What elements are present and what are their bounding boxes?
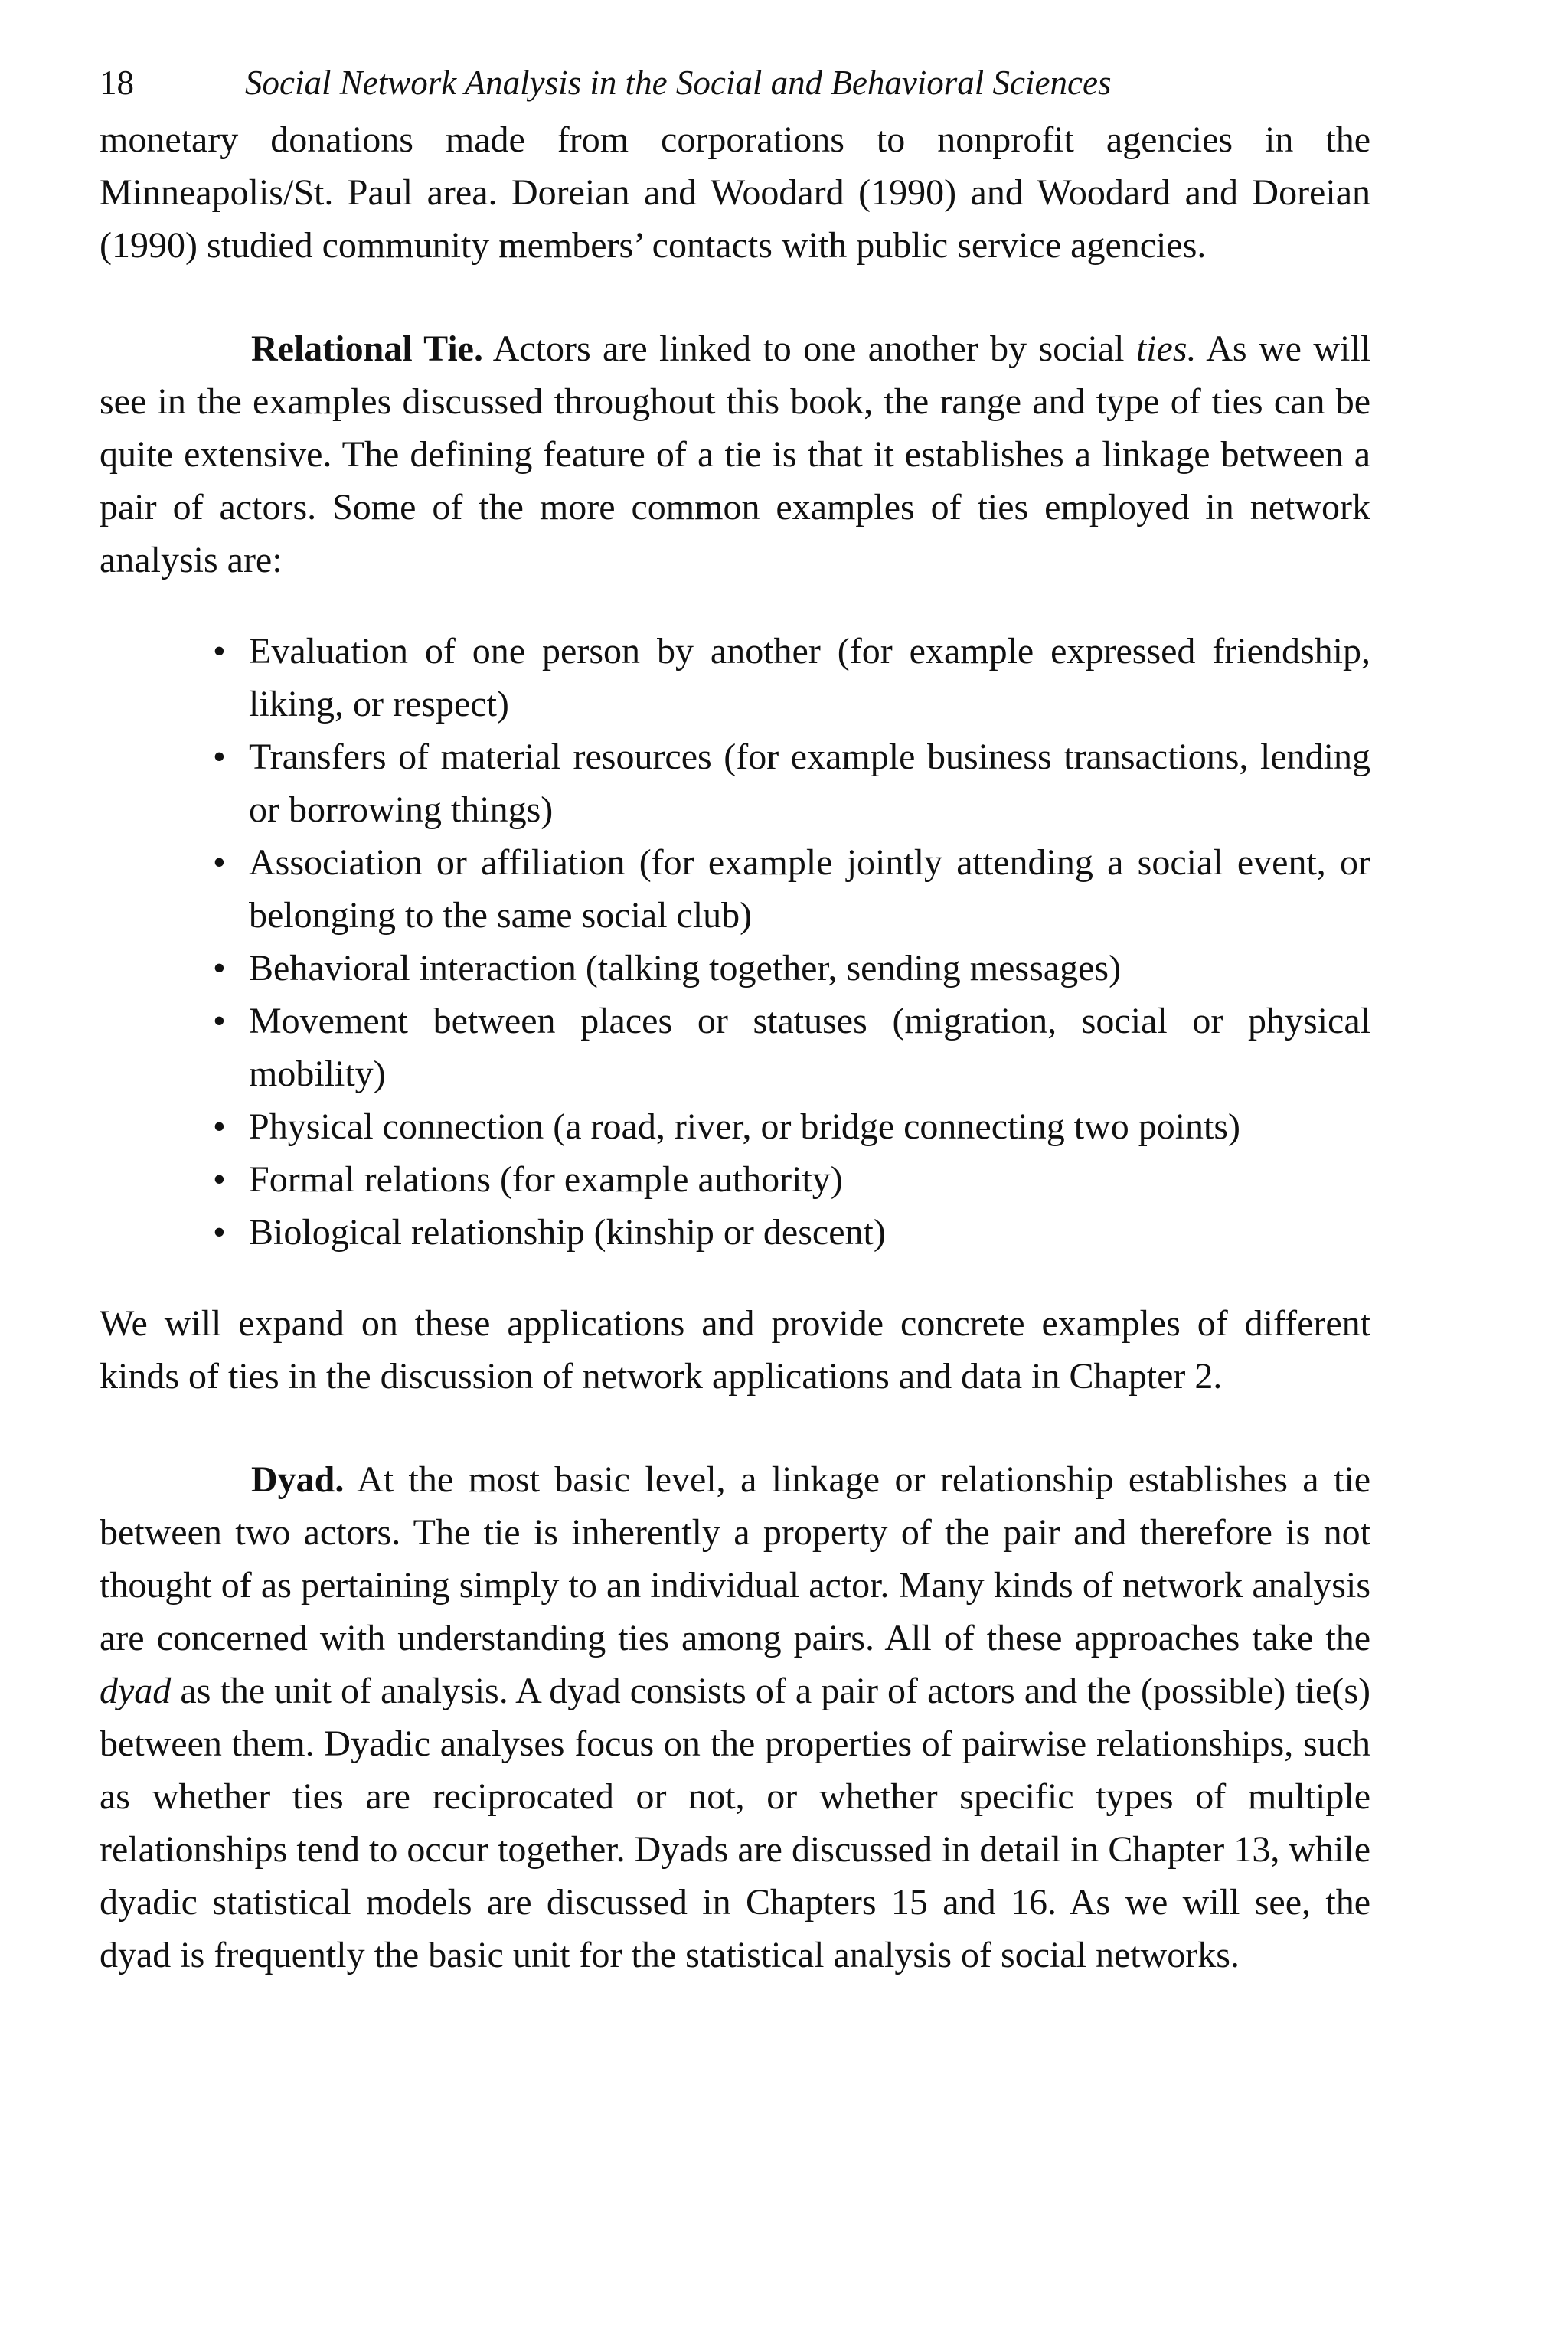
- list-item-text: Transfers of material resources (for example business transactions, lending or borrowing things): [249, 737, 1370, 830]
- bullet-icon: •: [213, 1001, 226, 1041]
- list-item: [207, 942, 1370, 995]
- list-item-text: Physical connection (a road, river, or bridge connecting two points): [249, 1106, 1241, 1147]
- list-item-text: Formal relations (for example authority): [249, 1159, 843, 1200]
- term-relational-tie: Relational Tie.: [251, 328, 483, 369]
- bullet-icon: •: [213, 948, 226, 988]
- paragraph-relational-tie: [100, 322, 1370, 586]
- bullet-icon: •: [213, 1159, 226, 1200]
- page-number: 18: [100, 64, 134, 102]
- paragraph-continuation: monetary donations made from corporations to nonprofit agencies in the Minneapolis/St. Paul area. Doreian and Woodard (1990) and Woodard and Doreian (1990) studied community members’ contacts with public service agencies.: [100, 119, 1370, 266]
- list-item-text: Evaluation of one person by another (for example expressed friendship, liking, or respect): [249, 631, 1370, 724]
- bullet-icon: •: [213, 842, 226, 883]
- list-item: [207, 836, 1370, 942]
- bullet-icon: •: [213, 1106, 226, 1147]
- bullet-icon: •: [213, 631, 226, 671]
- list-item: [207, 625, 1370, 730]
- running-head: [100, 60, 1370, 106]
- bullet-icon: •: [213, 737, 226, 777]
- list-item-text: Behavioral interaction (talking together, sending messages): [249, 948, 1122, 988]
- bullet-icon: •: [213, 1212, 226, 1253]
- emphasis-dyad: dyad: [100, 1671, 172, 1711]
- list-item-text: Movement between places or statuses (migration, social or physical mobility): [249, 1001, 1370, 1094]
- list-item: [207, 1100, 1370, 1153]
- list-item-text: Biological relationship (kinship or descent): [249, 1212, 886, 1253]
- paragraph-dyad: [100, 1453, 1370, 1982]
- list-item: [207, 1153, 1370, 1206]
- paragraph-text: At the most basic level, a linkage or relationship establishes a tie between two actors. The tie is inherently a property of the pair and therefore is not thought of as pertaining simply to an individual actor. Many kinds of network analysis are concerned with understanding ties among pairs. All of these approaches take the: [100, 1459, 1370, 1658]
- emphasis-ties: ties.: [1135, 328, 1197, 369]
- running-title: Social Network Analysis in the Social and Behavioral Sciences: [245, 64, 1112, 102]
- tie-examples-list: [100, 625, 1370, 1259]
- paragraph-text: As we will see in the examples discussed throughout this book, the range and type of ties can be quite extensive. The defining feature of a tie is that it establishes a linkage between a pair of actors. Some of the more common examples of ties employed in network analysis are:: [100, 328, 1371, 580]
- paragraph-text: as the unit of analysis. A dyad consists of a pair of actors and the (possible) tie(s) between them. Dyadic analyses focus on the properties of pairwise relationships, such as whether ties are reciprocated or not, or whether specific types of multiple relationships tend to occur together. Dyads are discussed in detail in Chapter 13, while dyadic statistical models are discussed in Chapters 15 and 16. As we will see, the dyad is frequently the basic unit for the statistical analysis of social networks.: [100, 1671, 1370, 1975]
- paragraph-text: Actors are linked to one another by social: [482, 328, 1136, 369]
- book-page: [100, 60, 1370, 1982]
- term-dyad: Dyad.: [251, 1459, 345, 1500]
- list-item: [207, 1206, 1370, 1259]
- list-item: [207, 995, 1370, 1100]
- paragraph-expand: We will expand on these applications and provide concrete examples of different kinds of ties in the discussion of network applications and data in Chapter 2.: [100, 1303, 1370, 1397]
- list-item-text: Association or affiliation (for example jointly attending a social event, or belonging to the same social club): [249, 842, 1370, 936]
- list-item: [207, 730, 1370, 836]
